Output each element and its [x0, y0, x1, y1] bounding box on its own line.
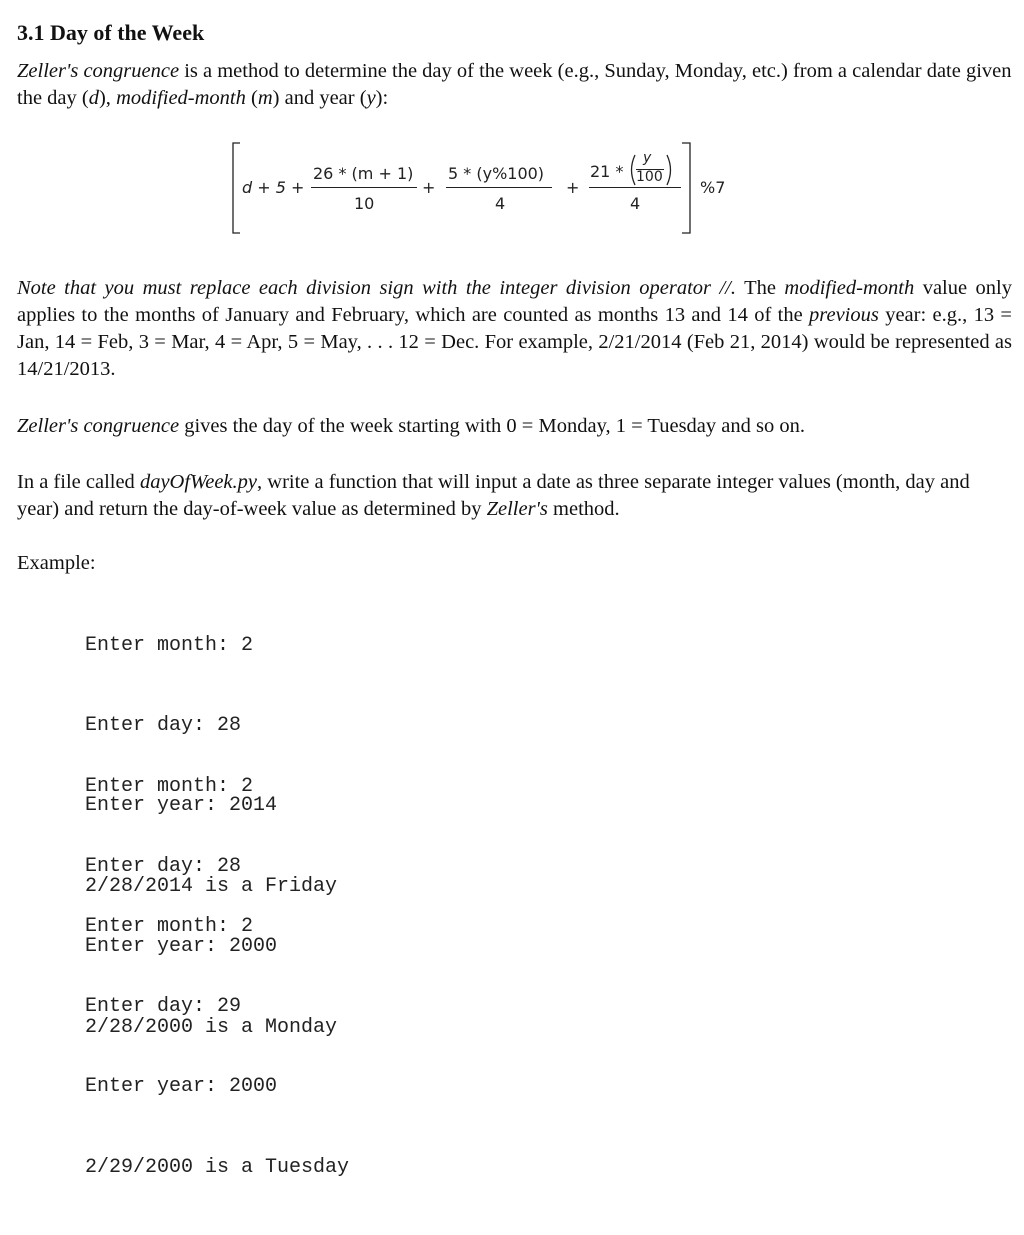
filename: dayOfWeek.py — [139, 471, 258, 493]
plus-sign: + — [566, 178, 580, 197]
code-example-3 — [85, 860, 349, 1235]
formula-left-term: d + 5 + — [242, 178, 305, 197]
note-italic: Note that you must replace each division sign with the integer division operator //. — [17, 277, 736, 299]
code-line: 2/28/2014 is a Friday — [85, 874, 338, 898]
code-line: Enter year: 2014 — [85, 794, 278, 818]
code-line: Enter month: 2 — [85, 774, 254, 798]
code-line: Enter month: 2 — [85, 914, 254, 938]
fraction-2-denominator: 4 — [495, 194, 506, 213]
modulo-term: %7 — [700, 178, 726, 197]
task-paragraph: In a file called dayOfWeek.py, write a function that will input a date as three separate integer values (month, day and year) and return the day-of-week value as determined by Zeller's method. — [17, 471, 970, 520]
intro-paragraph: Zeller's congruence is a method to determine the day of the week (e.g., Sunday, Monday, etc.) from a calendar date given the day (d), modified-month (m) and year (y): — [17, 60, 1012, 109]
left-bracket-icon — [229, 142, 243, 234]
inner-numerator: y — [643, 150, 652, 166]
right-paren-icon — [665, 153, 675, 187]
term-zeller: Zeller's congruence — [17, 60, 180, 82]
fraction-3-numerator: 21 * — [590, 162, 624, 181]
fraction-1-denominator: 10 — [354, 194, 375, 213]
plus-sign: + — [422, 178, 436, 197]
fraction-1-bar — [311, 187, 417, 188]
code-line: Enter day: 28 — [85, 854, 242, 878]
code-line: Enter year: 2000 — [85, 935, 278, 959]
right-bracket-icon — [680, 142, 694, 234]
fraction-1-numerator: 26 * (m + 1) — [313, 164, 414, 183]
code-line: Enter month: 2 — [85, 633, 254, 657]
zeller-formula — [215, 137, 755, 237]
code-line: Enter day: 28 — [85, 713, 242, 737]
note-paragraph: Note that you must replace each division sign with the integer division operator //. The modified-month value only applies to the months of January and February, which are counted as months 13 and 14 of the previous year: e.g., 13 = Jan, 14 = Feb, 3 = Mar, 4 = Apr, 5 = May, . . . 12 = Dec. For example, 2/21/2014 (Feb 21, 2014) would be represented as 14/21/2013. — [17, 277, 1012, 380]
inner-denominator: 100 — [636, 169, 663, 185]
code-line: 2/29/2000 is a Tuesday — [85, 1155, 350, 1179]
example-label: Example: — [17, 552, 96, 574]
code-line: 2/28/2000 is a Monday — [85, 1015, 338, 1039]
fraction-2-numerator: 5 * (y%100) — [448, 164, 545, 183]
fraction-2-bar — [446, 187, 552, 188]
fraction-3-bar — [589, 187, 681, 188]
code-line: Enter year: 2000 — [85, 1075, 278, 1099]
fraction-3-denominator: 4 — [630, 194, 641, 213]
code-line: Enter day: 29 — [85, 994, 242, 1018]
section-title: 3.1 Day of the Week — [17, 20, 205, 45]
congruence-paragraph: Zeller's congruence gives the day of the week starting with 0 = Monday, 1 = Tuesday and so on. — [17, 415, 805, 437]
